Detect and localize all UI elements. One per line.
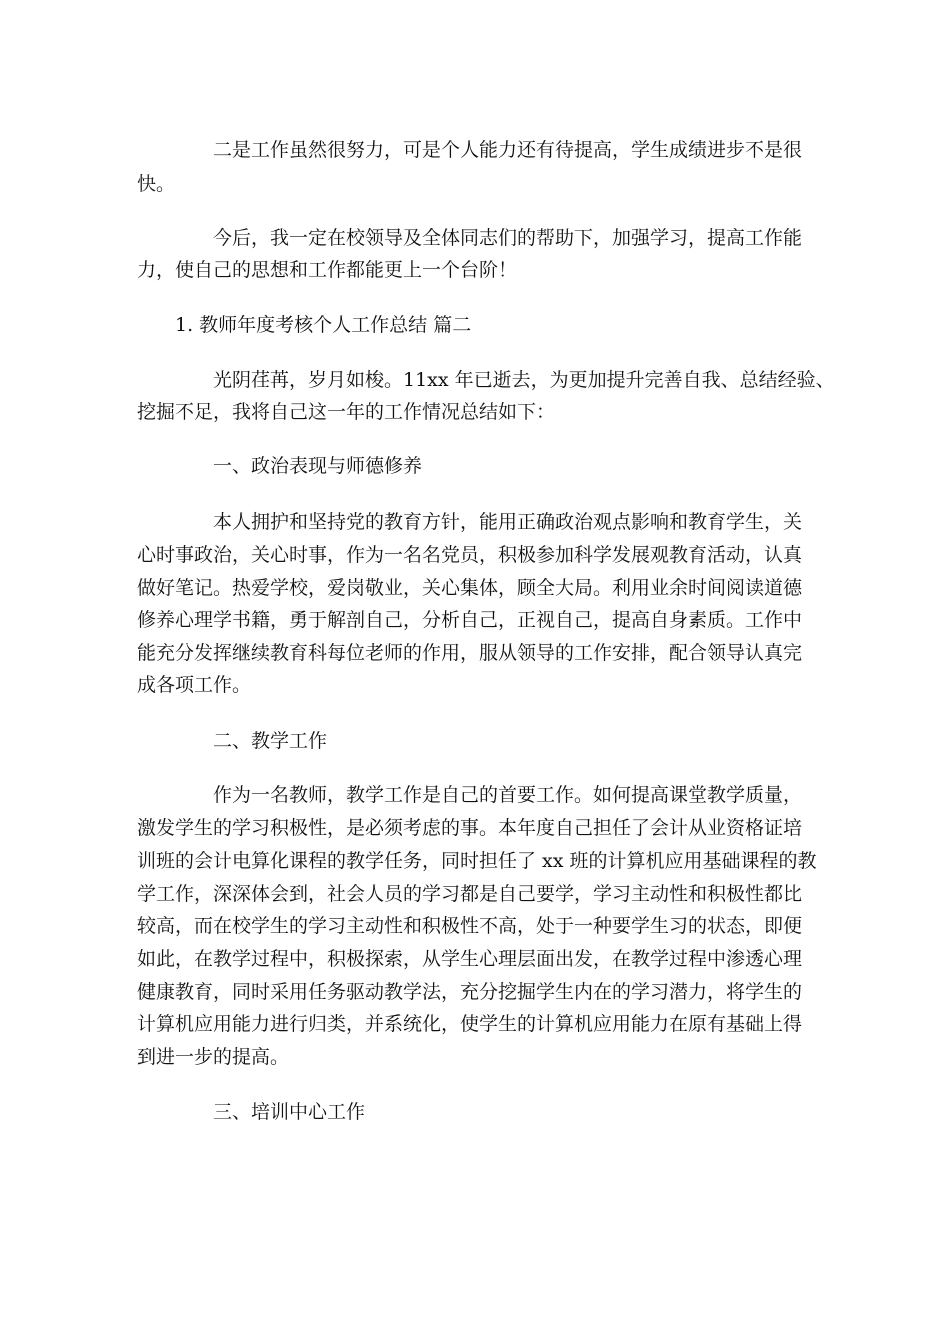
paragraph-line: 学工作，深深体会到，社会人员的学习都是自己要学，学习主动性和积极性都比 <box>137 883 803 905</box>
paragraph-line: 二是工作虽然很努力，可是个人能力还有待提高，学生成绩进步不是很 <box>213 139 803 161</box>
section-heading: 二、教学工作 <box>213 730 328 752</box>
paragraph-line: 光阴荏苒，岁月如梭。11xx 年已逝去，为更加提升完善自我、总结经验、 <box>213 369 835 391</box>
paragraph-line: 健康教育，同时采用任务驱动教学法，充分挖掘学生内在的学习潜力，将学生的 <box>137 981 803 1003</box>
paragraph-line: 今后，我一定在校领导及全体同志们的帮助下，加强学习，提高工作能 <box>213 227 803 249</box>
paragraph-line: 力，使自己的思想和工作都能更上一个台阶！ <box>137 259 518 281</box>
paragraph-line: 较高，而在校学生的学习主动性和积极性不高，处于一种要学生习的状态，即便 <box>137 915 803 937</box>
paragraph-line: 激发学生的学习积极性，是必须考虑的事。本年度自己担任了会计从业资格证培 <box>137 817 803 839</box>
paragraph-line: 计算机应用能力进行归类，并系统化，使学生的计算机应用能力在原有基础上得 <box>137 1013 803 1035</box>
paragraph-line: 快。 <box>137 173 176 195</box>
paragraph-line: 修养心理学书籍，勇于解剖自己，分析自己，正视自己，提高自身素质。工作中 <box>137 609 803 631</box>
paragraph-line: 到进一步的提高。 <box>137 1046 290 1068</box>
paragraph-line: 如此，在教学过程中，积极探索，从学生心理层面出发，在教学过程中渗透心理 <box>137 948 803 970</box>
paragraph-line: 作为一名教师，教学工作是自己的首要工作。如何提高课堂教学质量， <box>213 784 803 806</box>
paragraph-line: 挖掘不足，我将自己这一年的工作情况总结如下： <box>137 401 556 423</box>
paragraph-line: 心时事政治，关心时事，作为一名名党员，积极参加科学发展观教育活动，认真 <box>137 544 803 566</box>
paragraph-line: 能充分发挥继续教育科每位老师的作用，服从领导的工作安排，配合领导认真完 <box>137 642 803 664</box>
section-heading: 三、培训中心工作 <box>213 1101 366 1123</box>
paragraph-line: 成各项工作。 <box>137 674 252 696</box>
section-heading: 一、政治表现与师德修养 <box>213 455 423 477</box>
paragraph-line: 训班的会计电算化课程的教学任务，同时担任了 xx 班的计算机应用基础课程的教 <box>137 850 817 872</box>
section-title: 1. 教师年度考核个人工作总结 篇二 <box>175 314 472 336</box>
paragraph-line: 本人拥护和坚持党的教育方针，能用正确政治观点影响和教育学生，关 <box>213 511 803 533</box>
paragraph-line: 做好笔记。热爱学校，爱岗敬业，关心集体，顾全大局。利用业余时间阅读道德 <box>137 577 803 599</box>
